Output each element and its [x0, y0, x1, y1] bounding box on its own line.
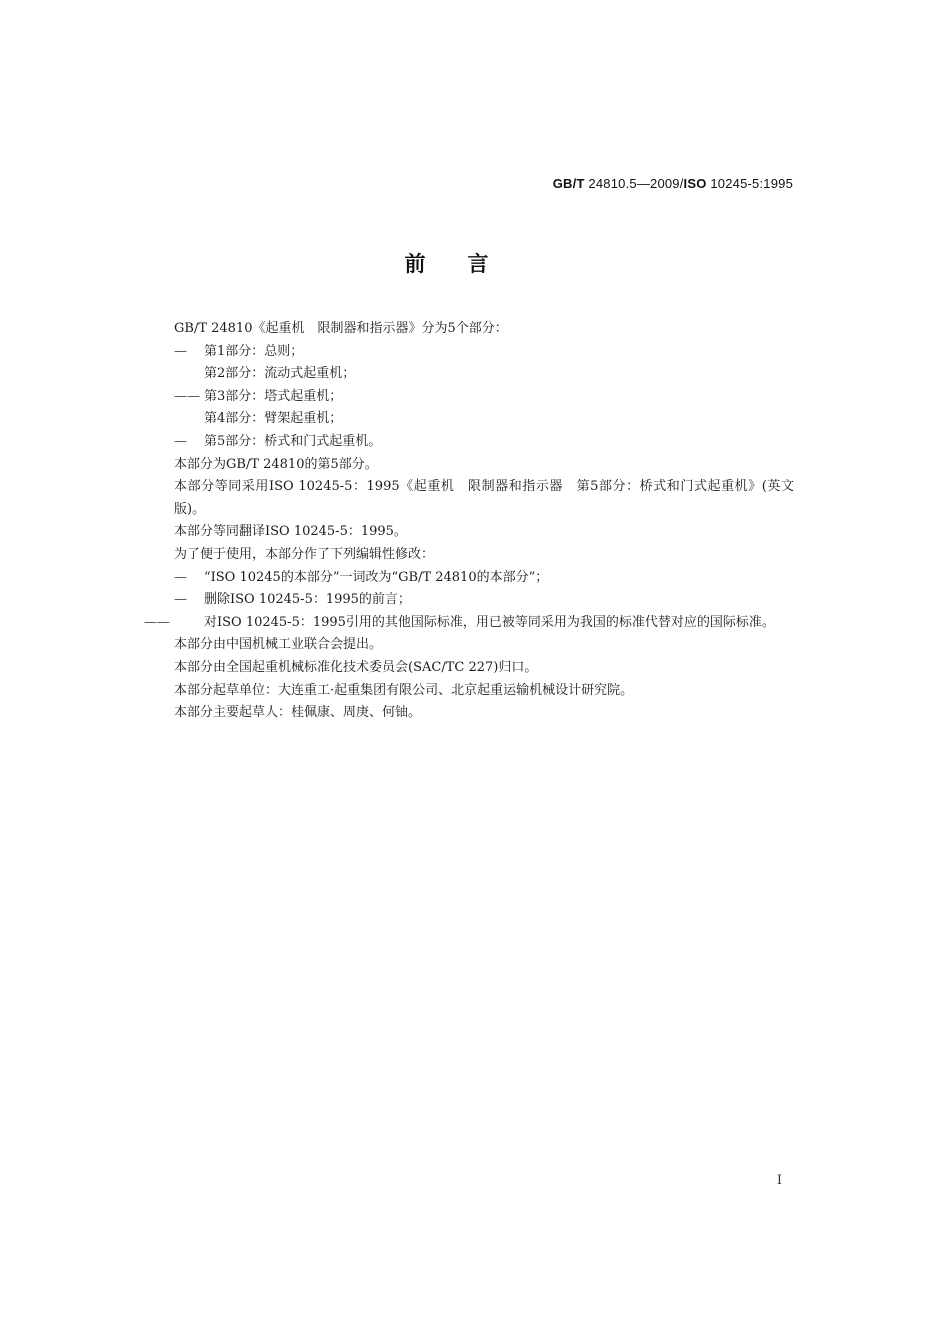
list-dash: —	[174, 569, 187, 585]
list-item-part-3	[144, 386, 794, 409]
page-number: I	[776, 1173, 782, 1188]
standard-code	[553, 176, 793, 191]
drafting-units-paragraph: 本部分起草单位：大连重工·起重集团有限公司、北京起重运输机械设计研究院。	[174, 682, 634, 698]
drafters-paragraph: 本部分主要起草人：桂佩康、周庚、何铀。	[174, 705, 422, 721]
foreword-body	[144, 318, 794, 725]
list-item-part-1	[144, 341, 794, 364]
list-item-part-2	[144, 363, 794, 386]
page-title: 前言	[404, 252, 531, 276]
managed-by-paragraph: 本部分由全国起重机械标准化技术委员会(SAC/TC 227)归口。	[174, 659, 538, 675]
standard-code-iso: ISO	[683, 176, 707, 191]
list-item-part-4	[144, 408, 794, 431]
standard-code-iso-number: 10245-5:1995	[706, 176, 793, 191]
standard-code-prefix: GB/T	[552, 176, 585, 191]
intro-paragraph: GB/T 24810《起重机 限制器和指示器》分为5个部分：	[174, 321, 508, 336]
list-item-part-5	[144, 431, 794, 454]
list-item-text: “ISO 10245的本部分”一词改为“GB/T 24810的本部分”；	[204, 569, 549, 585]
list-item-text: 第1部分：总则；	[204, 343, 304, 359]
list-item-text: 第2部分：流动式起重机；	[204, 366, 356, 382]
list-item-edit-3	[144, 612, 794, 635]
list-item-text: 第4部分：臂架起重机；	[204, 411, 343, 427]
list-item-text: 对ISO 10245-5：1995引用的其他国际标准，用已被等同采用为我国的标准代替对应的国际标准。	[204, 614, 775, 630]
list-item-text: 第5部分：桥式和门式起重机。	[204, 433, 382, 449]
list-dash: ——	[174, 388, 200, 404]
list-item-edit-1	[144, 567, 794, 590]
adoption-paragraph	[144, 476, 794, 521]
list-dash: —	[174, 343, 187, 359]
list-dash: ——	[144, 614, 170, 630]
part-statement: 本部分为GB/T 24810的第5部分。	[174, 456, 378, 472]
edit-intro-paragraph: 为了便于使用，本部分作了下列编辑性修改：	[174, 546, 435, 562]
adoption-text: 本部分等同采用ISO 10245-5：1995《起重机 限制器和指示器 第5部分：桥式和门式起重机》(英文版)。	[174, 479, 794, 517]
translation-paragraph: 本部分等同翻译ISO 10245-5：1995。	[174, 524, 407, 540]
list-item-text: 删除ISO 10245-5：1995的前言；	[204, 592, 411, 608]
list-dash: —	[174, 592, 187, 608]
list-dash: —	[174, 433, 187, 449]
list-item-text: 第3部分：塔式起重机；	[204, 388, 343, 404]
standard-code-number: 24810.5—2009/	[584, 176, 684, 191]
list-item-edit-2	[144, 589, 794, 612]
proposed-by-paragraph: 本部分由中国机械工业联合会提出。	[174, 637, 383, 653]
